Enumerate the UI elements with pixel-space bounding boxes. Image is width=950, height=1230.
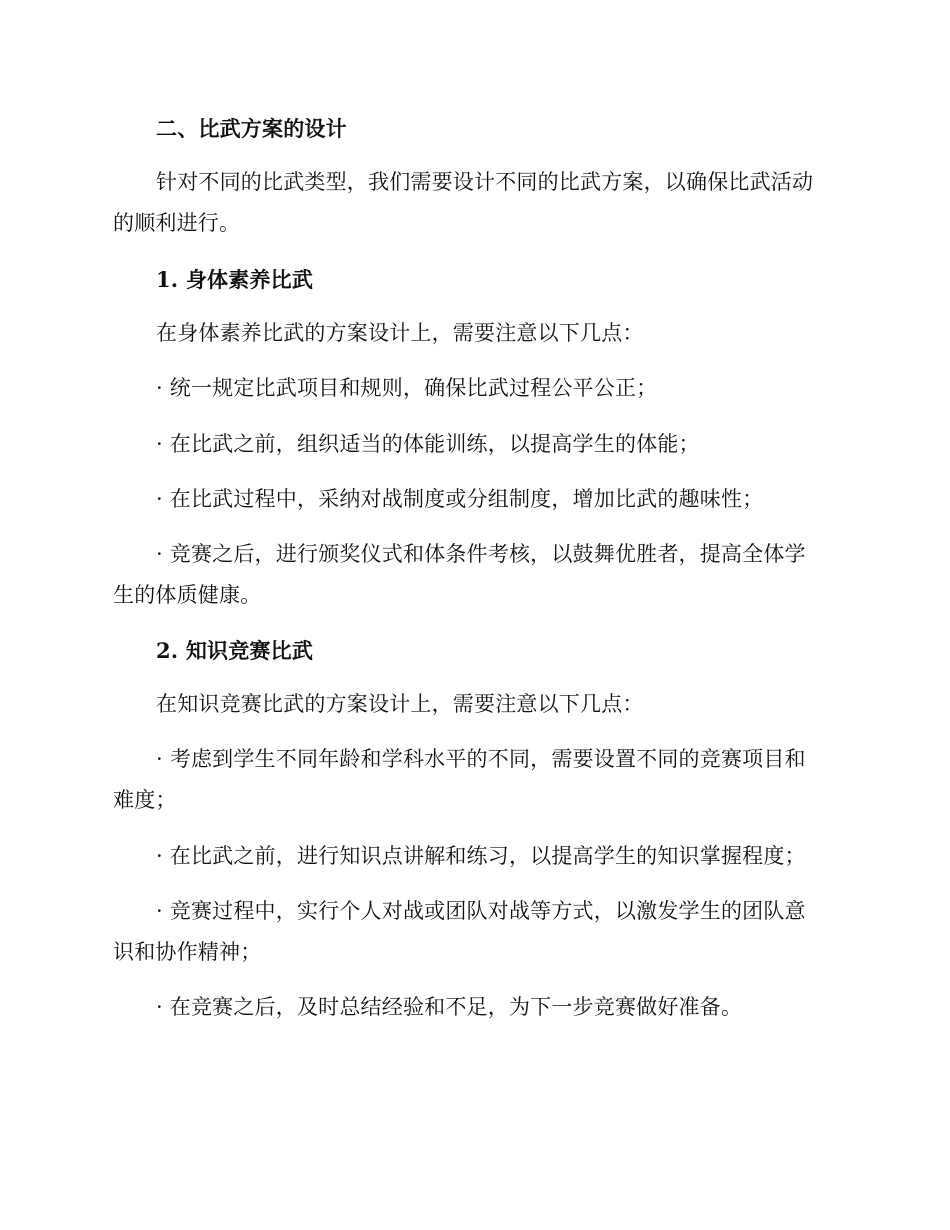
subsection-2-bullet-1-line-2: 难度；: [113, 788, 177, 812]
subsection-2-title: 2. 知识竞赛比武: [156, 638, 314, 663]
subsection-2-bullet-3-line-1: · 竞赛过程中，实行个人对战或团队对战等方式，以激发学生的团队意: [156, 899, 806, 923]
subsection-2-bullet-3-line-2: 识和协作精神；: [113, 940, 262, 964]
subsection-1-bullet-3: · 在比武过程中，采纳对战制度或分组制度，增加比武的趣味性；: [156, 487, 764, 511]
subsection-2-bullet-4: · 在竞赛之后，及时总结经验和不足，为下一步竞赛做好准备。: [156, 995, 743, 1019]
subsection-1-bullet-1: · 统一规定比武项目和规则，确保比武过程公平公正；: [156, 376, 658, 400]
subsection-2-lead: 在知识竞赛比武的方案设计上，需要注意以下几点：: [156, 692, 644, 716]
subsection-1-lead: 在身体素养比武的方案设计上，需要注意以下几点：: [156, 321, 644, 345]
subsection-1-title: 1. 身体素养比武: [156, 267, 314, 292]
intro-paragraph-line-2: 的顺利进行。: [113, 211, 241, 235]
subsection-1-bullet-4-line-2: 生的体质健康。: [113, 583, 262, 607]
subsection-2-bullet-1-line-1: · 考虑到学生不同年龄和学科水平的不同，需要设置不同的竞赛项目和: [156, 747, 806, 771]
section-title: 二、比武方案的设计: [156, 116, 347, 141]
subsection-2-bullet-2: · 在比武之前，进行知识点讲解和练习，以提高学生的知识掌握程度；: [156, 844, 806, 868]
subsection-1-bullet-2: · 在比武之前，组织适当的体能训练，以提高学生的体能；: [156, 432, 700, 456]
subsection-1-bullet-4-line-1: · 竞赛之后，进行颁奖仪式和体条件考核，以鼓舞优胜者，提高全体学: [156, 542, 806, 566]
intro-paragraph-line-1: 针对不同的比武类型，我们需要设计不同的比武方案，以确保比武活动: [156, 170, 814, 194]
